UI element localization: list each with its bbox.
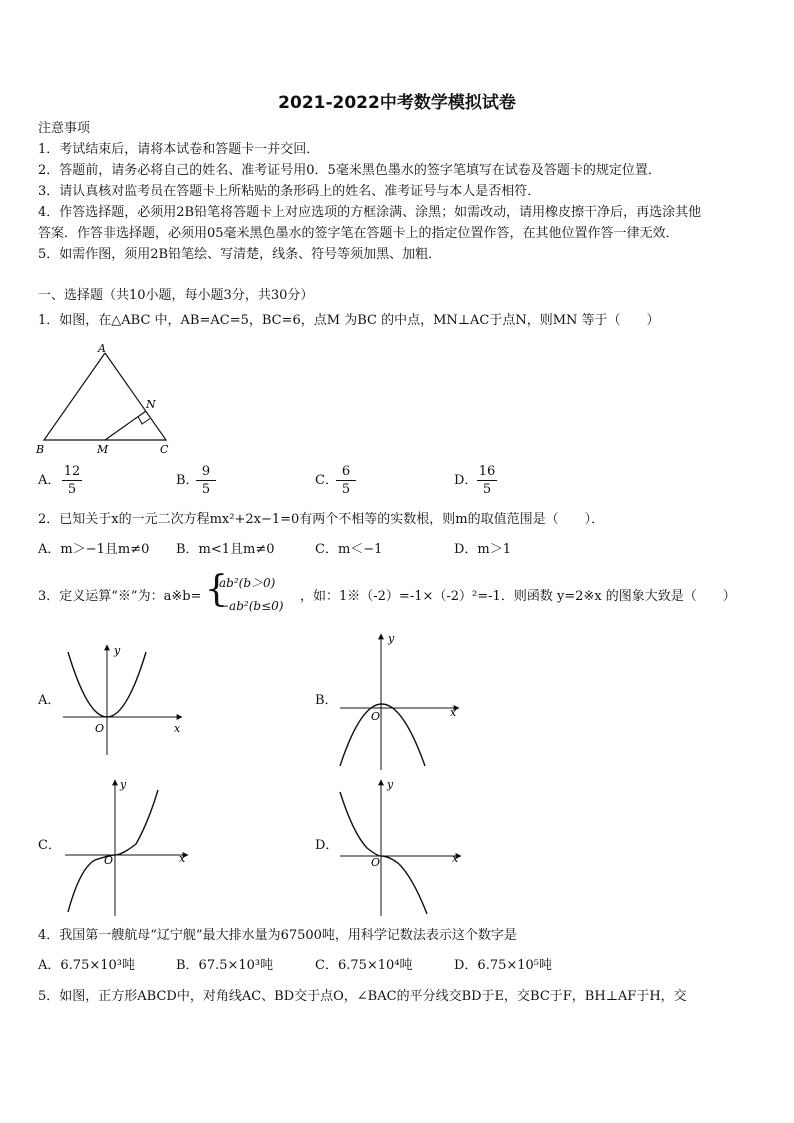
q1-option-c-den: 5	[341, 482, 351, 497]
q1-option-a-letter: A．	[38, 473, 61, 488]
q3-graph-d	[335, 778, 470, 918]
q3-case-2: −ab²(b≤0)	[219, 599, 284, 613]
q3-d-axis-y: y	[387, 778, 394, 791]
q3-b-axis-x: x	[450, 706, 457, 719]
note-item-1: 1．考试结束后，请将本试卷和答题卡一并交回．	[38, 142, 320, 157]
q1-option-b-fraction	[196, 464, 216, 497]
q3-a-axis-x: x	[174, 722, 181, 735]
q3-graph-c	[60, 778, 195, 918]
q1-option-c-fraction	[336, 464, 356, 497]
q3-b-origin: O	[371, 710, 381, 723]
q1-stem: 1．如图，在△ABC 中，AB=AC=5，BC=6，点M 为BC 的中点，MN⊥AC于点N，则MN 等于（ ）	[38, 313, 660, 328]
note-item-4-cont: 答案．作答非选择题，必须用05毫米黑色墨水的签字笔在答题卡上的指定位置作答，在其他位置作答一律无效．	[38, 226, 679, 241]
q3-stem-a: 3．定义运算“※”为：a※b=	[38, 589, 202, 604]
section-heading: 一、选择题（共10小题，每小题3分，共30分）	[38, 288, 314, 303]
q3-c-origin: O	[104, 854, 114, 867]
note-item-2: 2．答题前，请务必将自己的姓名、准考证号用0．5毫米黑色墨水的签字笔填写在试卷及答题卡的规定位置．	[38, 163, 661, 178]
q3-option-d: D．	[315, 838, 339, 853]
q2-option-a: A．m＞−1且m≠0	[38, 542, 150, 557]
q3-graph-b	[335, 632, 470, 772]
q3-a-origin: O	[95, 722, 105, 735]
q1-option-d-letter: D．	[454, 473, 478, 488]
q1-option-b-num: 9	[196, 464, 216, 481]
q5-stem: 5．如图，正方形ABCD中，对角线AC、BD交于点O，∠BAC的平分线交BD于E，交BC于F，BH⊥AF于H，交	[38, 989, 687, 1004]
q3-brace: {	[205, 569, 228, 610]
q1-option-d-num: 16	[478, 464, 496, 479]
q1-option-b-letter: B．	[176, 473, 199, 488]
q1-option-d-fraction	[477, 464, 497, 497]
q4-option-d: D．6.75×10⁵吨	[454, 958, 553, 973]
q4-stem: 4．我国第一艘航母“辽宁舰”最大排水量为67500吨，用科学记数法表示这个数字是	[38, 928, 517, 943]
q1-option-a-den: 5	[67, 482, 77, 497]
q1-label-c: C	[160, 443, 169, 456]
page-title: 2021-2022中考数学模拟试卷	[278, 93, 516, 113]
q4-option-b: B．67.5×10³吨	[176, 958, 274, 973]
note-item-3: 3．请认真核对监考员在答题卡上所粘贴的条形码上的姓名、准考证号与本人是否相符．	[38, 184, 541, 199]
q3-option-b: B．	[315, 693, 338, 708]
q2-stem: 2．已知关于x的一元二次方程mx²+2x−1=0有两个不相等的实数根，则m的取值范围是（ ）．	[38, 512, 605, 527]
q3-stem-b: ，如：1※（-2）=-1×（-2）²=-1．则函数 y=2※x 的图象大致是（ ）	[300, 589, 736, 604]
q3-graph-a	[58, 640, 193, 760]
q1-option-a-fraction	[62, 464, 82, 497]
q3-c-axis-x: x	[179, 852, 186, 865]
q3-d-origin: O	[371, 856, 381, 869]
q3-option-a: A．	[38, 693, 61, 708]
q3-option-c: C．	[38, 838, 61, 853]
q1-triangle-figure	[34, 340, 184, 460]
note-item-5: 5．如需作图，须用2B铅笔绘、写清楚，线条、符号等须加黑、加粗．	[38, 247, 442, 262]
q4-option-c: C．6.75×10⁴吨	[315, 958, 413, 973]
q3-d-axis-x: x	[452, 852, 459, 865]
q1-label-n: N	[146, 398, 156, 411]
q1-option-d-den: 5	[482, 482, 492, 497]
q4-option-a: A．6.75×10³吨	[38, 958, 135, 973]
q3-b-axis-y: y	[388, 632, 395, 645]
q2-option-c: C．m＜−1	[315, 542, 383, 557]
q2-option-d: D．m＞1	[454, 542, 512, 557]
q3-c-axis-y: y	[120, 778, 127, 791]
q1-option-c-letter: C．	[315, 473, 338, 488]
q1-label-a: A	[98, 342, 106, 355]
q1-label-m: M	[97, 443, 109, 456]
q2-option-b: B．m<1且m≠0	[176, 542, 275, 557]
q3-case-1: ab²(b＞0)	[219, 576, 276, 590]
q1-option-c-num: 6	[336, 464, 356, 481]
q1-option-a-num: 12	[63, 464, 81, 479]
q1-option-b-den: 5	[201, 482, 211, 497]
note-item-4: 4．作答选择题，必须用2B铅笔将答题卡上对应选项的方框涂满、涂黑；如需改动，请用橡皮擦干净后，再选涂其他	[38, 205, 702, 220]
q1-label-b: B	[36, 443, 45, 456]
notes-heading: 注意事项	[38, 121, 91, 136]
q3-a-axis-y: y	[114, 644, 121, 657]
